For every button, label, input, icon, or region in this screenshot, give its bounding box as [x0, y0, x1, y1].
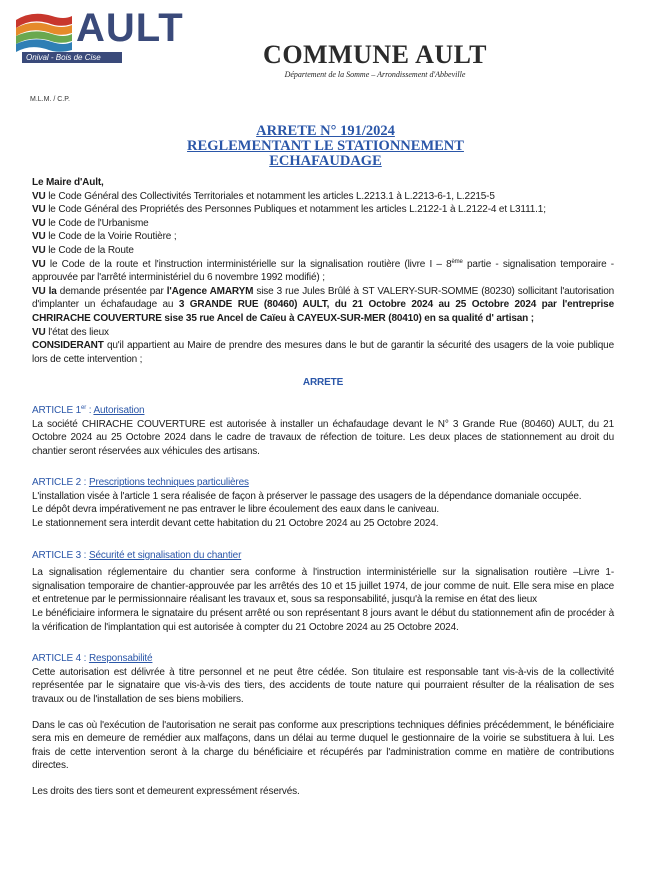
closing-paragraph-1: Dans le cas où l'exécution de l'autorisation ne serait pas conforme aux prescriptions techniques définies précédemment, le bénéficiaire sera mis en demeure de remédier aux malfaçons, dans un délai au terme duquel le gestionnaire de la voirie se substituera à lui. Les frais de cette intervention seront à la charge du bénéficiaire et récupérés par l'administration comme en matière de contributions directes.	[32, 719, 614, 772]
article-3-paragraph-1: La signalisation réglementaire du chantier sera conforme à l'instruction interministérielle sur la signalisation routière –Livre 1- signalisation temporaire de chantier-approuvée par les arrêtés des 10 et 15 juillet 1974, de jour comme de nuit. Elle sera mise en place et entretenue par le permissionnaire réalisant les travaux et, sous sa responsabilité, jusqu'à la remise en état des lieux	[32, 567, 614, 606]
article-2-paragraph-3: Le stationnement sera interdit devant cette habitation du 21 Octobre 2024 au 25 Octobre 2024.	[32, 518, 439, 530]
article-1-paragraph: La société CHIRACHE COUVERTURE est autorisée à installer un échafaudage devant le N° 3 Grande Rue (80460) AULT, du 21 Octobre 2024 au 25 Octobre 2024 dans le cadre de travaux de réfection de toiture. Les deux places de stationnement au droit du chantier seront réservées aux véhicules des artisans.	[32, 418, 614, 457]
document-body	[32, 176, 614, 799]
considerant-line: CONSIDERANT qu'il appartient au Maire de prendre des mesures dans le but de garantir la sécurité des usagers de la voie publique lors de cette intervention ;	[32, 340, 614, 365]
commune-logo	[12, 6, 184, 68]
logo-tagline: Onival - Bois de Cise	[26, 53, 101, 62]
article-2-paragraph-2: Le dépôt devra impérativement ne pas entraver le libre écoulement des eaux dans le caniveau.	[32, 504, 440, 516]
vu-line-3: VU le Code de l'Urbanisme	[32, 217, 149, 229]
article-1-heading: ARTICLE 1er : Autorisation	[32, 404, 145, 416]
arrete-number: ARRETE N° 191/2024	[256, 123, 395, 139]
article-4-paragraph: Cette autorisation est délivrée à titre personnel et ne peut être cédée. Son titulaire est responsable tant vis-à-vis de la collectivité représentée par le signataire que vis-à-vis des tiers, des accidents de toute nature qui pourraient résulter de la réalisation de ses travaux ou de l'installation de ses biens mobiliers.	[32, 666, 614, 705]
article-3-heading: ARTICLE 3 : Sécurité et signalisation du chantier	[32, 549, 242, 561]
logo-name: AULT	[76, 6, 184, 50]
arrete-subject: REGLEMENTANT LE STATIONNEMENT	[187, 138, 464, 154]
arrete-heading: ARRETE	[302, 377, 344, 389]
arrete-subject-2: ECHAFAUDAGE	[269, 153, 382, 169]
article-2-heading: ARTICLE 2 : Prescriptions techniques particulières	[32, 477, 249, 489]
article-2-paragraph-1: L'installation visée à l'article 1 sera réalisée de façon à préserver le passage des usagers de la dépendance domaniale occupée.	[32, 490, 582, 502]
article-4-heading: ARTICLE 4 : Responsabilité	[32, 653, 153, 665]
vu-line-5: VU le Code de la Route	[32, 244, 134, 256]
mayor-line: Le Maire d'Ault,	[32, 177, 104, 188]
vu-line-4: VU le Code de la Voirie Routière ;	[32, 231, 177, 243]
article-3-paragraph-2: Le bénéficiaire informera le signataire du présent arrêté ou son représentant 8 jours avant le début du stationnement afin de procéder à la vérification de l'implantation qui est autorisée à compter du 21 Octobre 2024 au 25 Octobre 2024.	[32, 608, 614, 633]
commune-title: COMMUNE AULT	[263, 40, 487, 69]
vu-line-6: VU le Code de la route et l'instruction interministérielle sur la signalisation routière (livre I – 8ème partie - signalisation temporaire - approuvée par l'arrêté interministériel du 6 novembre 1992 modifié) ;	[32, 258, 614, 284]
closing-paragraph-2: Les droits des tiers sont et demeurent expressément réservés.	[32, 785, 300, 797]
vu-line-7: VU la demande présentée par l'Agence AMARYM sise 3 rue Jules Brûlé à ST VALERY-SUR-SOMME (80230) sollicitant l'autorisation d'implanter un échafaudage au 3 GRANDE RUE (80460) AULT, du 21 Octobre 2024 au 25 Octobre 2024 par l'entreprise CHRIRACHE COUVERTURE sise 35 rue Ancel de Caïeu à CAYEUX-SUR-MER (80410) en sa qualité d' artisan ;	[32, 285, 615, 324]
reference-mark: M.L.M. / C.P.	[30, 96, 70, 103]
vu-line-8: VU l'état des lieux	[32, 326, 109, 338]
arrete-title-block	[0, 124, 651, 169]
vu-line-2: VU le Code Général des Propriétés des Personnes Publiques et notamment les articles L.2122-1 à L.2122-4 et L3111.1;	[32, 204, 546, 216]
commune-subtitle: Département de la Somme – Arrondissement d'Abbeville	[284, 70, 466, 79]
vu-line-1: VU le Code Général des Collectivités Territoriales et notamment les articles L.2213.1 à L.2213-6-1, L.2215-5	[32, 190, 495, 202]
